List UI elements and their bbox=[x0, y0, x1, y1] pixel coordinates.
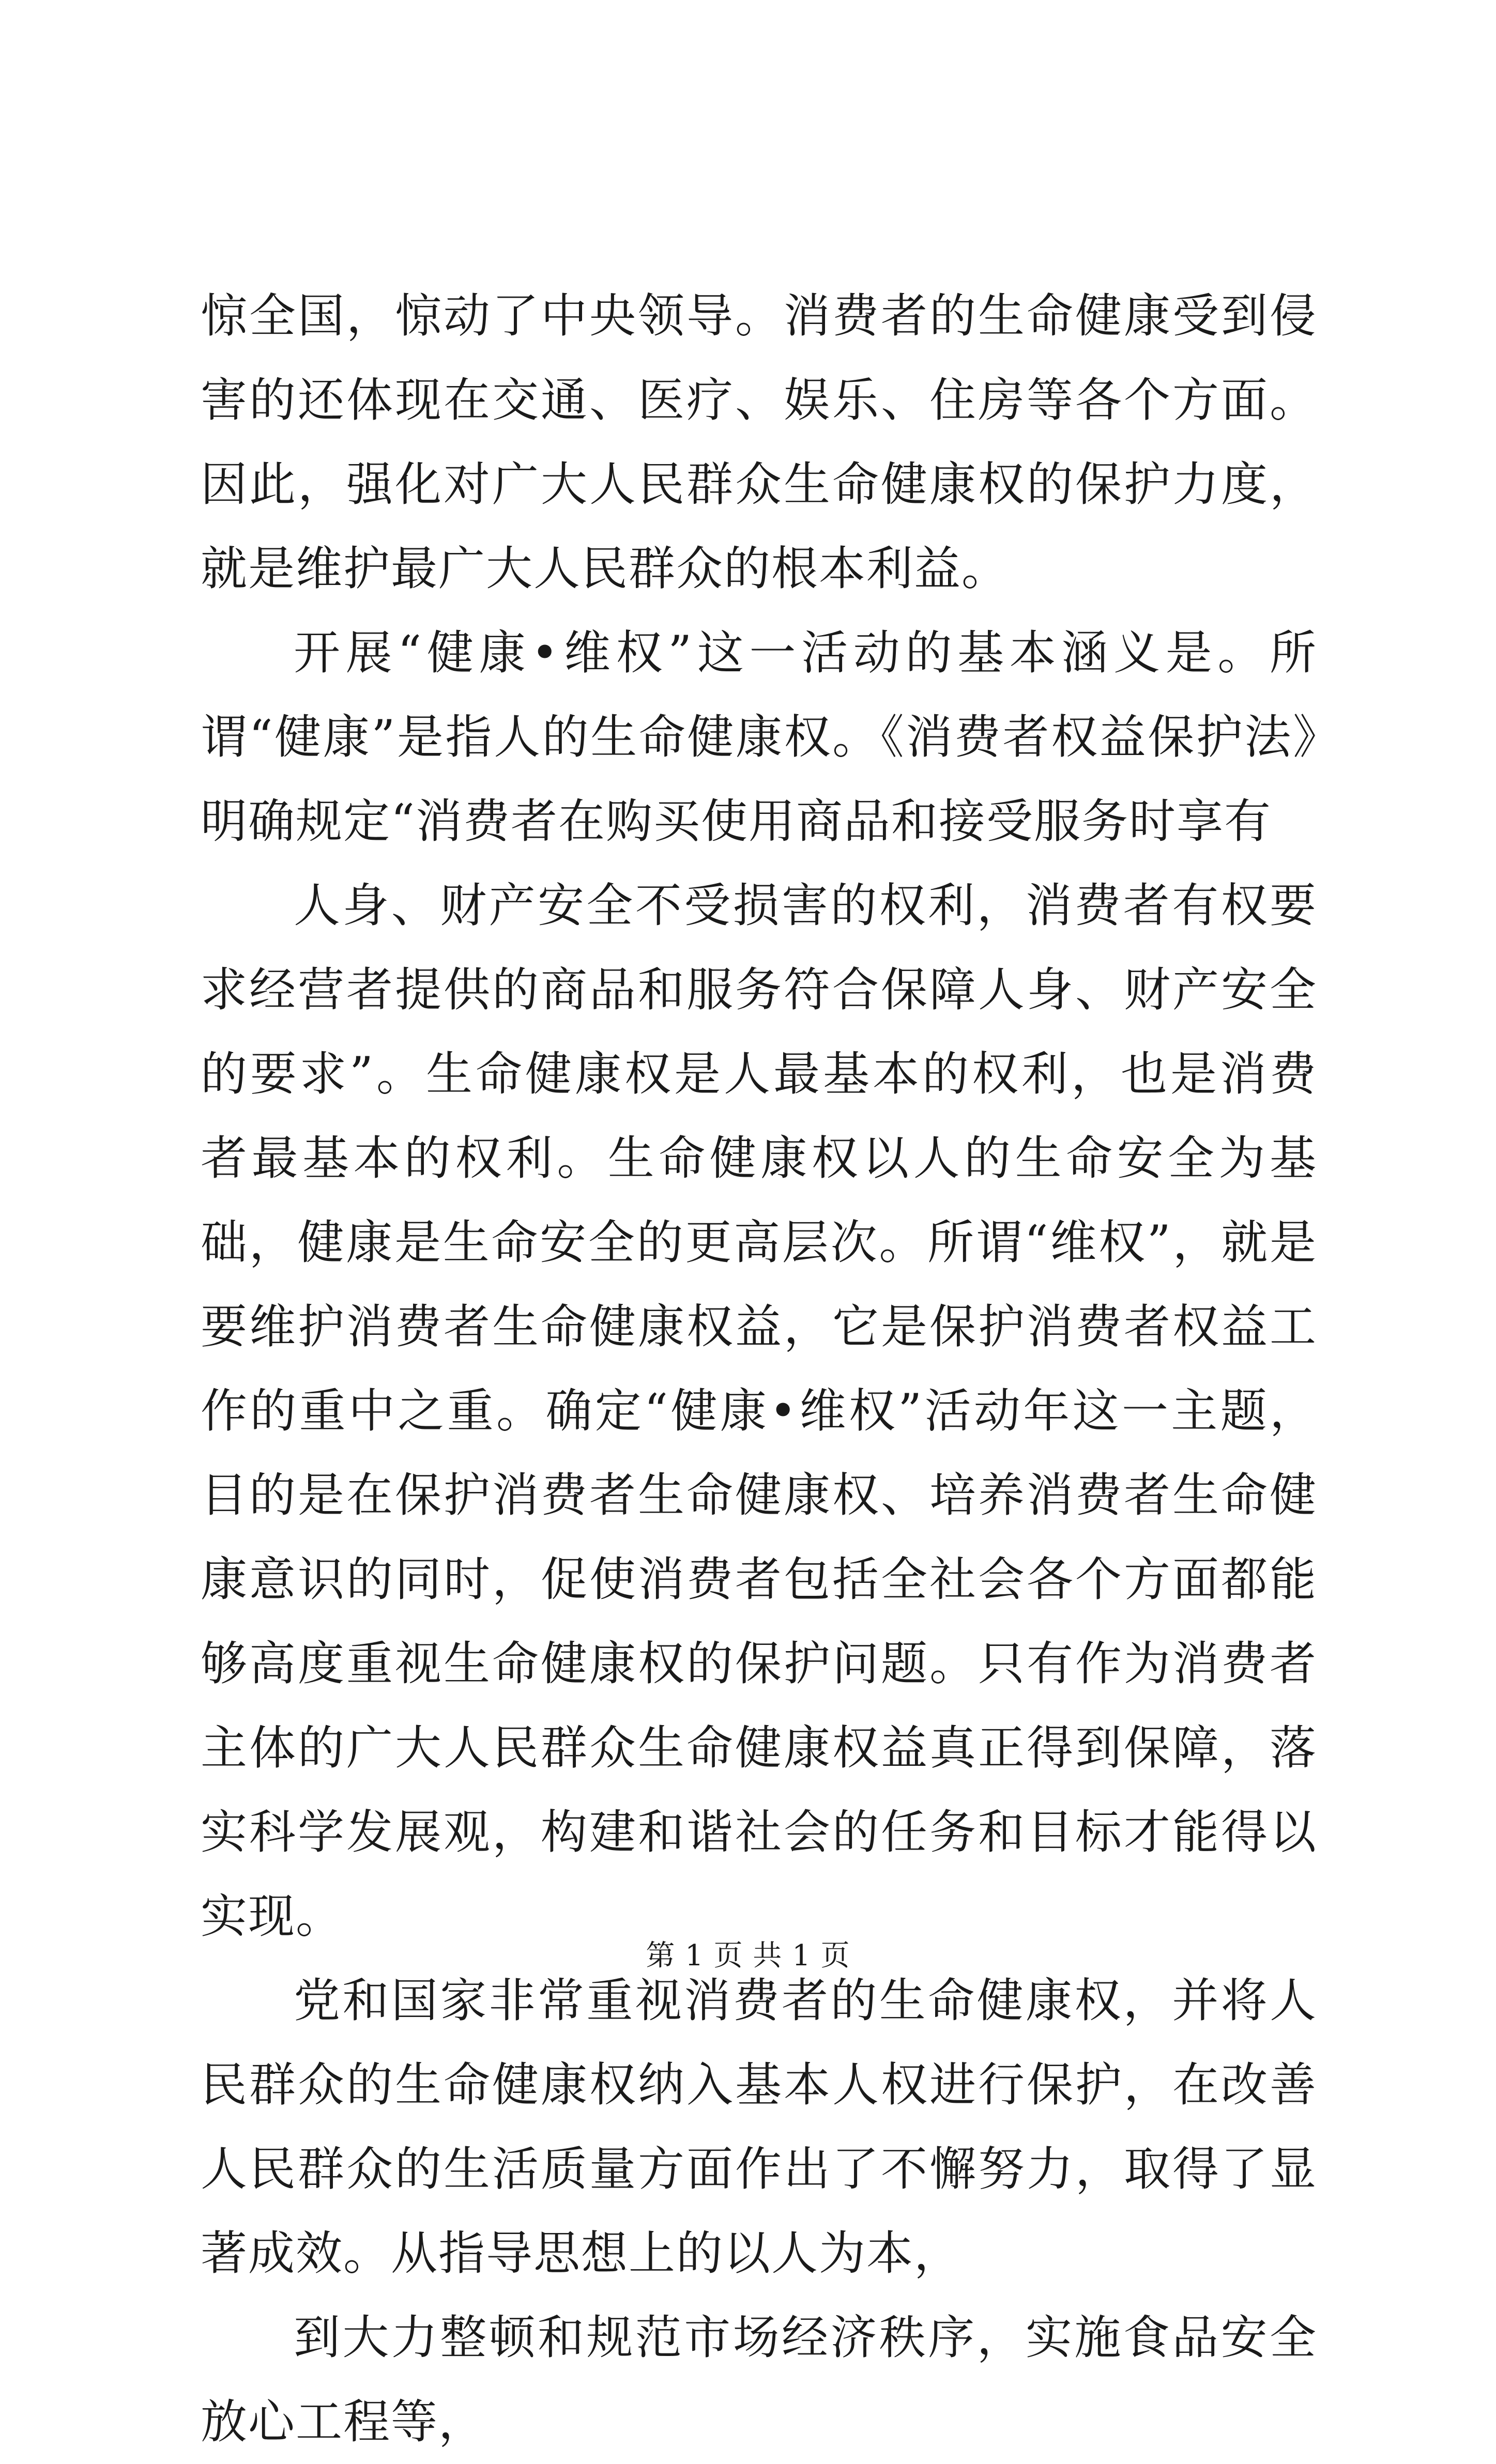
page-footer: 第 1 页 共 1 页 bbox=[646, 1939, 850, 1973]
paragraph-2: 开展“健康•维权”这一活动的基本涵义是。所谓“健康”是指人的生命健康权。《消费者权益保护法》明确规定“消费者在购买使用商品和接受服务时享有 bbox=[201, 626, 1317, 849]
paragraph-4: 党和国家非常重视消费者的生命健康权，并将人民群众的生命健康权纳入基本人权进行保护，在改善人民群众的生活质量方面作出了不懈努力，取得了显著成效。从指导思想上的以人为本， bbox=[201, 1974, 1317, 2281]
paragraph-3: 人身、财产安全不受损害的权利，消费者有权要求经营者提供的商品和服务符合保障人身、财产安全的要求”。生命健康权是人最基本的权利，也是消费者最基本的权利。生命健康权以人的生命安全为基础，健康是生命安全的更高层次。所谓“维权”，就是要维护消费者生命健康权益，它是保护消费者权益工作的重中之重。确定“健康•维权”活动年这一主题，目的是在保护消费者生命健康权、培养消费者生命健康意识的同时，促使消费者包括全社会各个方面都能够高度重视生命健康权的保护问题。只有作为消费者主体的广大人民群众生命健康权益真正得到保障，落实科学发展观，构建和谐社会的任务和目标才能得以实现。 bbox=[201, 879, 1317, 1944]
paragraph-1: 惊全国，惊动了中央领导。消费者的生命健康受到侵害的还体现在交通、医疗、娱乐、住房等各个方面。因此，强化对广大人民群众生命健康权的保护力度，就是维护最广大人民群众的根本利益。 bbox=[201, 289, 1317, 596]
paragraph-5: 到大力整顿和规范市场经济秩序，实施食品安全放心工程等， bbox=[201, 2311, 1317, 2449]
document-body bbox=[201, 274, 1317, 2464]
